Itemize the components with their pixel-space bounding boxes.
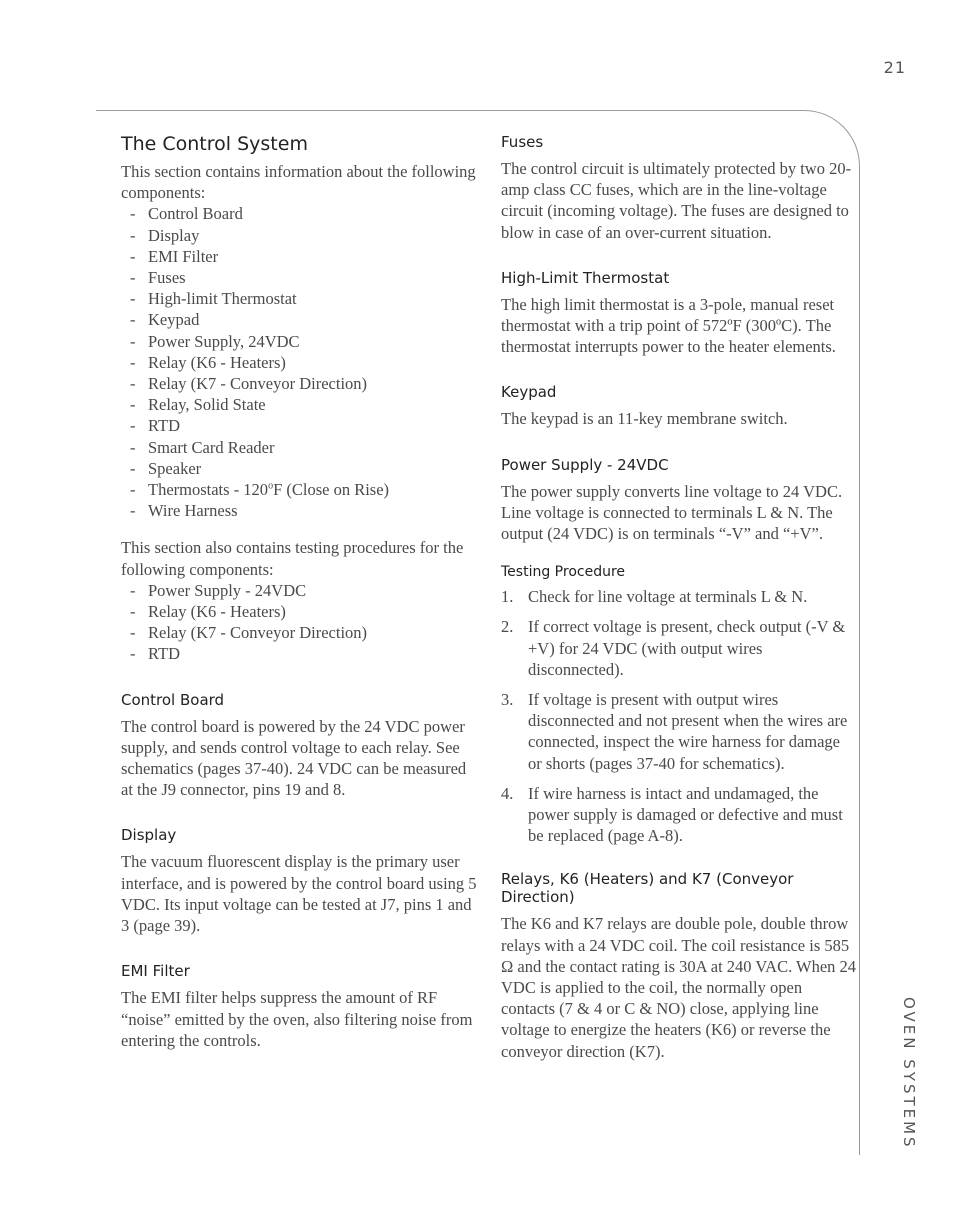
list-item — [501, 783, 857, 847]
power-supply-text: The power supply converts line voltage to 24 VDC. Line voltage is connected to terminals L & N. The output (24 VDC) is on terminals “-V” and “+V”. — [501, 481, 843, 544]
list-item: - EMI Filter — [121, 246, 481, 267]
control-board-heading: Control Board — [121, 690, 225, 709]
testing-intro-text: This section also contains testing procedures for the following components: — [121, 538, 464, 579]
right-column — [501, 133, 857, 1062]
thermostats-suffix: F (Close on Rise) — [273, 480, 390, 500]
keypad-text: The keypad is an 11-key membrane switch. — [501, 409, 788, 429]
list-item: - Relay (K6 - Heaters) — [121, 352, 481, 373]
display-text: The vacuum fluorescent display is the primary user interface, and is powered by the control board using 5 VDC. Its input voltage can be tested at J7, pins 1 and 3 (page 39). — [121, 852, 477, 936]
left-column — [121, 133, 481, 1077]
testing-component-list — [121, 580, 481, 665]
list-item: - Relay (K7 - Conveyor Direction) — [121, 373, 481, 394]
list-item: - Power Supply, 24VDC — [121, 331, 481, 352]
list-item — [501, 586, 857, 607]
step-number: 2. — [501, 617, 514, 637]
list-item: - Power Supply - 24VDC — [121, 580, 481, 601]
list-item: - Relay (K7 - Conveyor Direction) — [121, 622, 481, 643]
fuses-heading: Fuses — [501, 133, 544, 151]
keypad-heading: Keypad — [501, 383, 557, 402]
list-item: - Keypad — [121, 309, 481, 330]
testing-procedure-heading: Testing Procedure — [501, 564, 626, 581]
emi-filter-heading: EMI Filter — [121, 962, 190, 981]
high-limit-heading: High-Limit Thermostat — [501, 268, 670, 287]
side-label: OVEN SYSTEMS — [900, 997, 918, 1150]
step-number: 3. — [501, 690, 514, 710]
section-title: The Control System — [121, 133, 308, 155]
fuses-text: The control circuit is ultimately protected by two 20-amp class CC fuses, which are in the line-voltage circuit (incoming voltage). The fuses are designed to blow in case of an over-current situation. — [501, 159, 852, 242]
list-item: - Control Board — [121, 203, 481, 224]
intro-text: This section contains information about the following components: — [121, 162, 476, 203]
list-item: - Display — [121, 225, 481, 246]
list-item-thermostats — [121, 479, 481, 500]
list-item — [501, 616, 857, 680]
step-number: 4. — [501, 783, 514, 803]
component-list — [121, 203, 481, 521]
list-item: - Wire Harness — [121, 500, 481, 521]
control-board-text: The control board is powered by the 24 VDC power supply, and sends control voltage to each relay. See schematics (pages 37-40). 24 VDC can be measured at the J9 connector, pins 19 and 8. — [121, 716, 467, 800]
display-heading: Display — [121, 826, 177, 845]
step-text: If wire harness is intact and undamaged, the power supply is damaged or defective and must be replaced (page A-8). — [528, 783, 843, 846]
degree-sup: o — [268, 480, 274, 492]
list-item: - Fuses — [121, 267, 481, 288]
step-text: Check for line voltage at terminals L & N. — [528, 587, 808, 607]
list-item — [501, 689, 857, 774]
step-text: If voltage is present with output wires disconnected and not present when the wires are connected, inspect the wire harness for damage or shorts (pages 37-40 for schematics). — [528, 690, 848, 773]
list-item: - RTD — [121, 643, 481, 664]
relays-heading: Relays, K6 (Heaters) and K7 (Conveyor Direction) — [501, 870, 794, 907]
list-item: - RTD — [121, 415, 481, 436]
emi-filter-text: The EMI filter helps suppress the amount of RF “noise” emitted by the oven, also filtering noise from entering the controls. — [121, 988, 473, 1050]
list-item: - Relay, Solid State — [121, 394, 481, 415]
relays-text: The K6 and K7 relays are double pole, double throw relays with a 24 VDC coil. The coil resistance is 585 Ω and the contact rating is 30A at 240 VAC. When 24 VDC is applied to the coil, the normally open contacts (7 & 4 or C & NO) close, applying line voltage to energize the heaters (K6) or reverse the conveyor direction (K7). — [501, 914, 857, 1061]
testing-steps — [501, 586, 857, 846]
power-supply-heading: Power Supply - 24VDC — [501, 455, 669, 474]
list-item: - Relay (K6 - Heaters) — [121, 601, 481, 622]
list-item: - Speaker — [121, 458, 481, 479]
thermostats-prefix: Thermostats - 120 — [148, 480, 269, 500]
step-number: 1. — [501, 587, 514, 607]
list-item: - Smart Card Reader — [121, 437, 481, 458]
high-limit-text: The high limit thermostat is a 3-pole, manual reset thermostat with a trip point of 572ºF (300ºC). The thermostat interrupts power to the heater elements. — [501, 294, 836, 357]
page-number: 21 — [883, 58, 906, 77]
list-item: - High-limit Thermostat — [121, 288, 481, 309]
step-text: If correct voltage is present, check output (-V & +V) for 24 VDC (with output wires disconnected). — [528, 617, 846, 679]
